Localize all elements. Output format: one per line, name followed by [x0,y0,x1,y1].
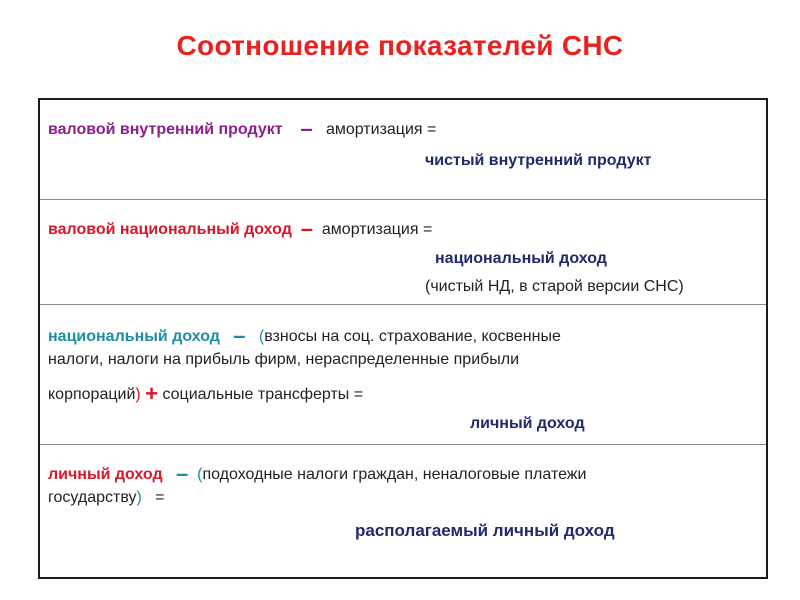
taxes-line-2: государству [48,489,137,506]
row-line [48,216,432,242]
term-national-income: национальный доход [48,328,220,345]
minus-sign: – [300,116,313,141]
row-line [48,461,586,487]
term-personal-income: личный доход [48,466,163,483]
deductions-line-3: корпораций [48,386,136,403]
term-gdp: валовой внутренний продукт [48,121,283,138]
row-line [48,323,561,349]
table-row-gni [40,200,766,305]
subtract-term: амортизация = [321,221,433,238]
row-line [48,116,436,142]
taxes-line-1: подоходные налоги граждан, неналоговые платежи [202,466,587,483]
indicators-table [38,98,768,579]
result-national-income: национальный доход [435,250,607,267]
deductions-line-2: налоги, налоги на прибыль фирм, нераспределенные прибыли [48,351,520,368]
result-personal-income: личный доход [470,415,585,432]
close-paren: ) [135,386,141,403]
page-title: Соотношение показателей СНС [176,30,624,61]
result-ndp: чистый внутренний продукт [425,152,652,169]
table-row-gdp [40,100,766,200]
deductions-line-1: взносы на соц. страхование, косвенные [264,328,561,345]
subtract-term: амортизация = [325,121,437,138]
open-paren: ( [197,466,203,483]
close-paren: ) [136,489,142,506]
row-line [48,381,363,407]
table-row-disposable-income [40,445,766,577]
plus-sign: + [145,381,159,406]
minus-sign: – [233,323,246,348]
result-disposable-income: располагаемый личный доход [355,521,615,540]
open-paren: ( [258,328,265,345]
minus-sign: – [300,216,313,241]
equals-sign: = [141,489,165,506]
term-gni: валовой национальный доход [48,221,292,238]
result-note: (чистый НД, в старой версии СНС) [425,278,684,295]
transfers-term: социальные трансферты = [162,386,364,403]
minus-sign: – [176,461,189,486]
row-line [48,489,164,507]
table-row-personal-income [40,305,766,445]
